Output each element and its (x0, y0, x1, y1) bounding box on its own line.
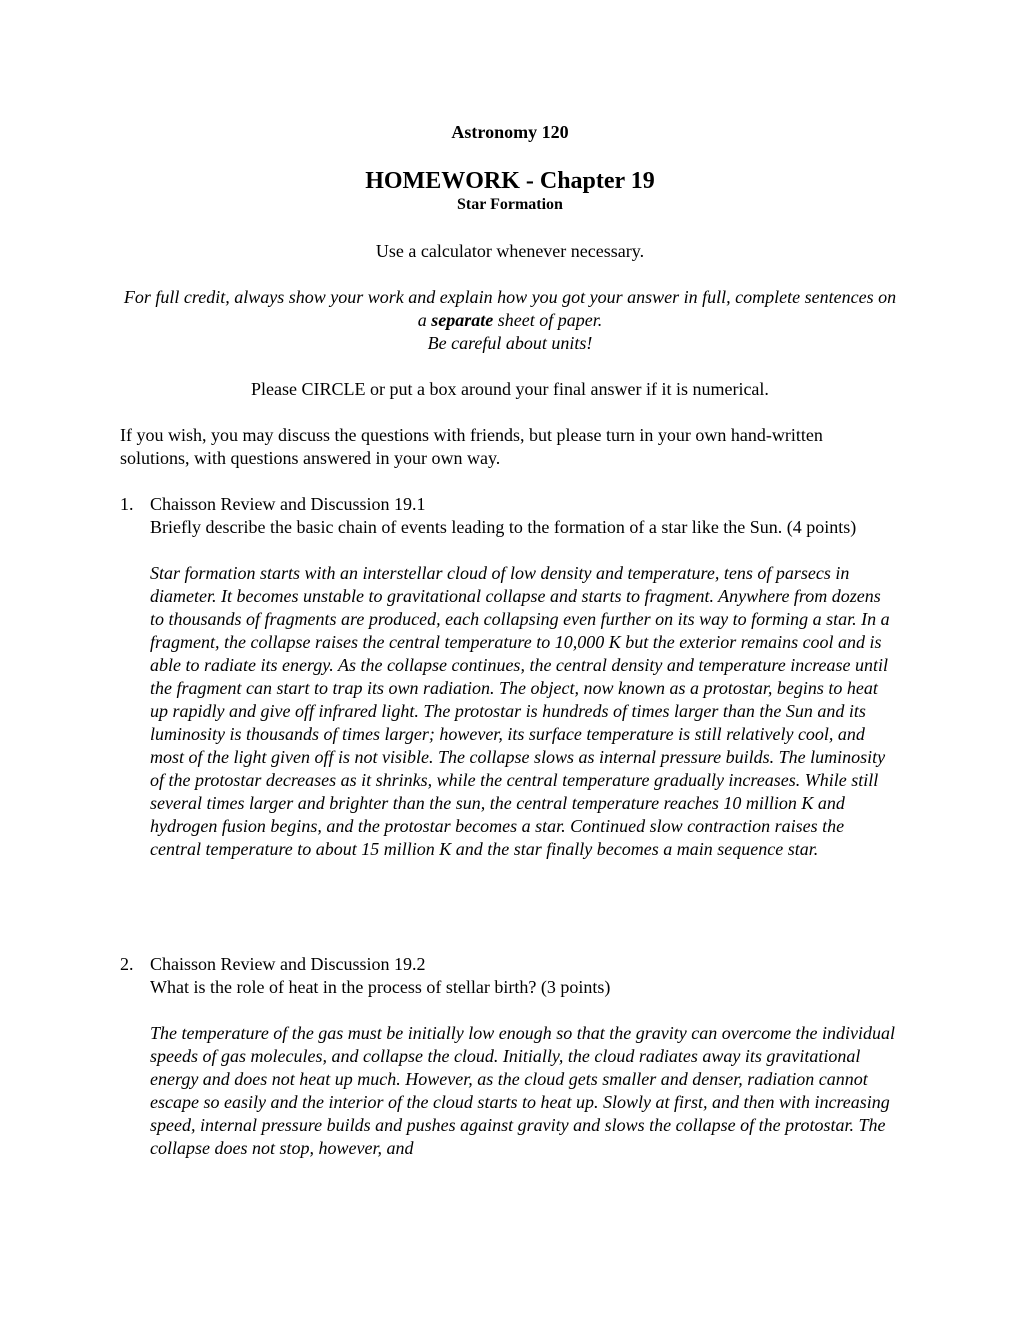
calculator-instruction: Use a calculator whenever necessary. (375, 241, 645, 261)
question-prompt: What is the role of heat in the process of stellar birth? (3 points) (150, 977, 611, 997)
page-subtitle: Star Formation (457, 196, 563, 213)
credit-instruction (120, 286, 900, 355)
page-title: HOMEWORK - Chapter 19 (365, 168, 655, 194)
units-instruction: Be careful about units! (427, 333, 593, 353)
credit-text-start: For full credit, always show your work and explain how you got your answer in full, complete sentences on a (123, 287, 897, 330)
question-number: 2. (120, 954, 134, 974)
question-answer: The temperature of the gas must be initially low enough so that the gravity can overcome the individual speeds of gas molecules, and collapse the cloud. Initially, the cloud radiates away its gravitational energy and does not heat up much. However, as the cloud gets smaller and denser, radiation cannot escape so easily and the interior of the cloud starts to heat up. Slowly at first, and then with increasing speed, internal pressure builds and pushes against gravity and slows the collapse of the protostar. The collapse does not stop, however, and (150, 1023, 896, 1158)
course-name: Astronomy 120 (451, 122, 569, 142)
question-answer: Star formation starts with an interstellar cloud of low density and temperature, tens of parsecs in diameter. It becomes unstable to gravitational collapse and starts to fragment. Anywhere from dozens to thousands of fragments are produced, each collapsing even further on its way to forming a star. In a fragment, the collapse raises the central temperature to 10,000 K but the exterior remains cool and is able to radiate its energy. As the collapse continues, the central density and temperature increase until the fragment can start to trap its own radiation. The object, now known as a protostar, begins to heat up rapidly and give off infrared light. The protostar is hundreds of times larger than the Sun and its luminosity is thousands of times larger; however, its surface temperature is still relatively cool, and most of the light given off is not visible. The collapse slows as internal pressure builds. The luminosity of the protostar decreases as it shrinks, while the central temperature gradually increases. While still several times larger and brighter than the sun, the central temperature reaches 10 million K and hydrogen fusion begins, and the protostar becomes a star. Continued slow contraction raises the central temperature to about 15 million K and the star finally becomes a main sequence star. (150, 563, 890, 859)
question-prompt: Briefly describe the basic chain of events leading to the formation of a star like the Sun. (4 points) (150, 517, 857, 537)
question-body (150, 953, 898, 1160)
discussion-policy: If you wish, you may discuss the questions with friends, but please turn in your own hand-written solutions, with questions answered in your own way. (120, 425, 823, 468)
document-page (120, 0, 900, 1320)
credit-emphasis: separate (431, 310, 494, 330)
question-number: 1. (120, 494, 134, 514)
question-body (150, 493, 898, 861)
credit-text-end: sheet of paper. (493, 310, 603, 330)
question-source: Chaisson Review and Discussion 19.1 (150, 494, 426, 514)
question-source: Chaisson Review and Discussion 19.2 (150, 954, 426, 974)
circle-instruction: Please CIRCLE or put a box around your final answer if it is numerical. (251, 379, 769, 399)
